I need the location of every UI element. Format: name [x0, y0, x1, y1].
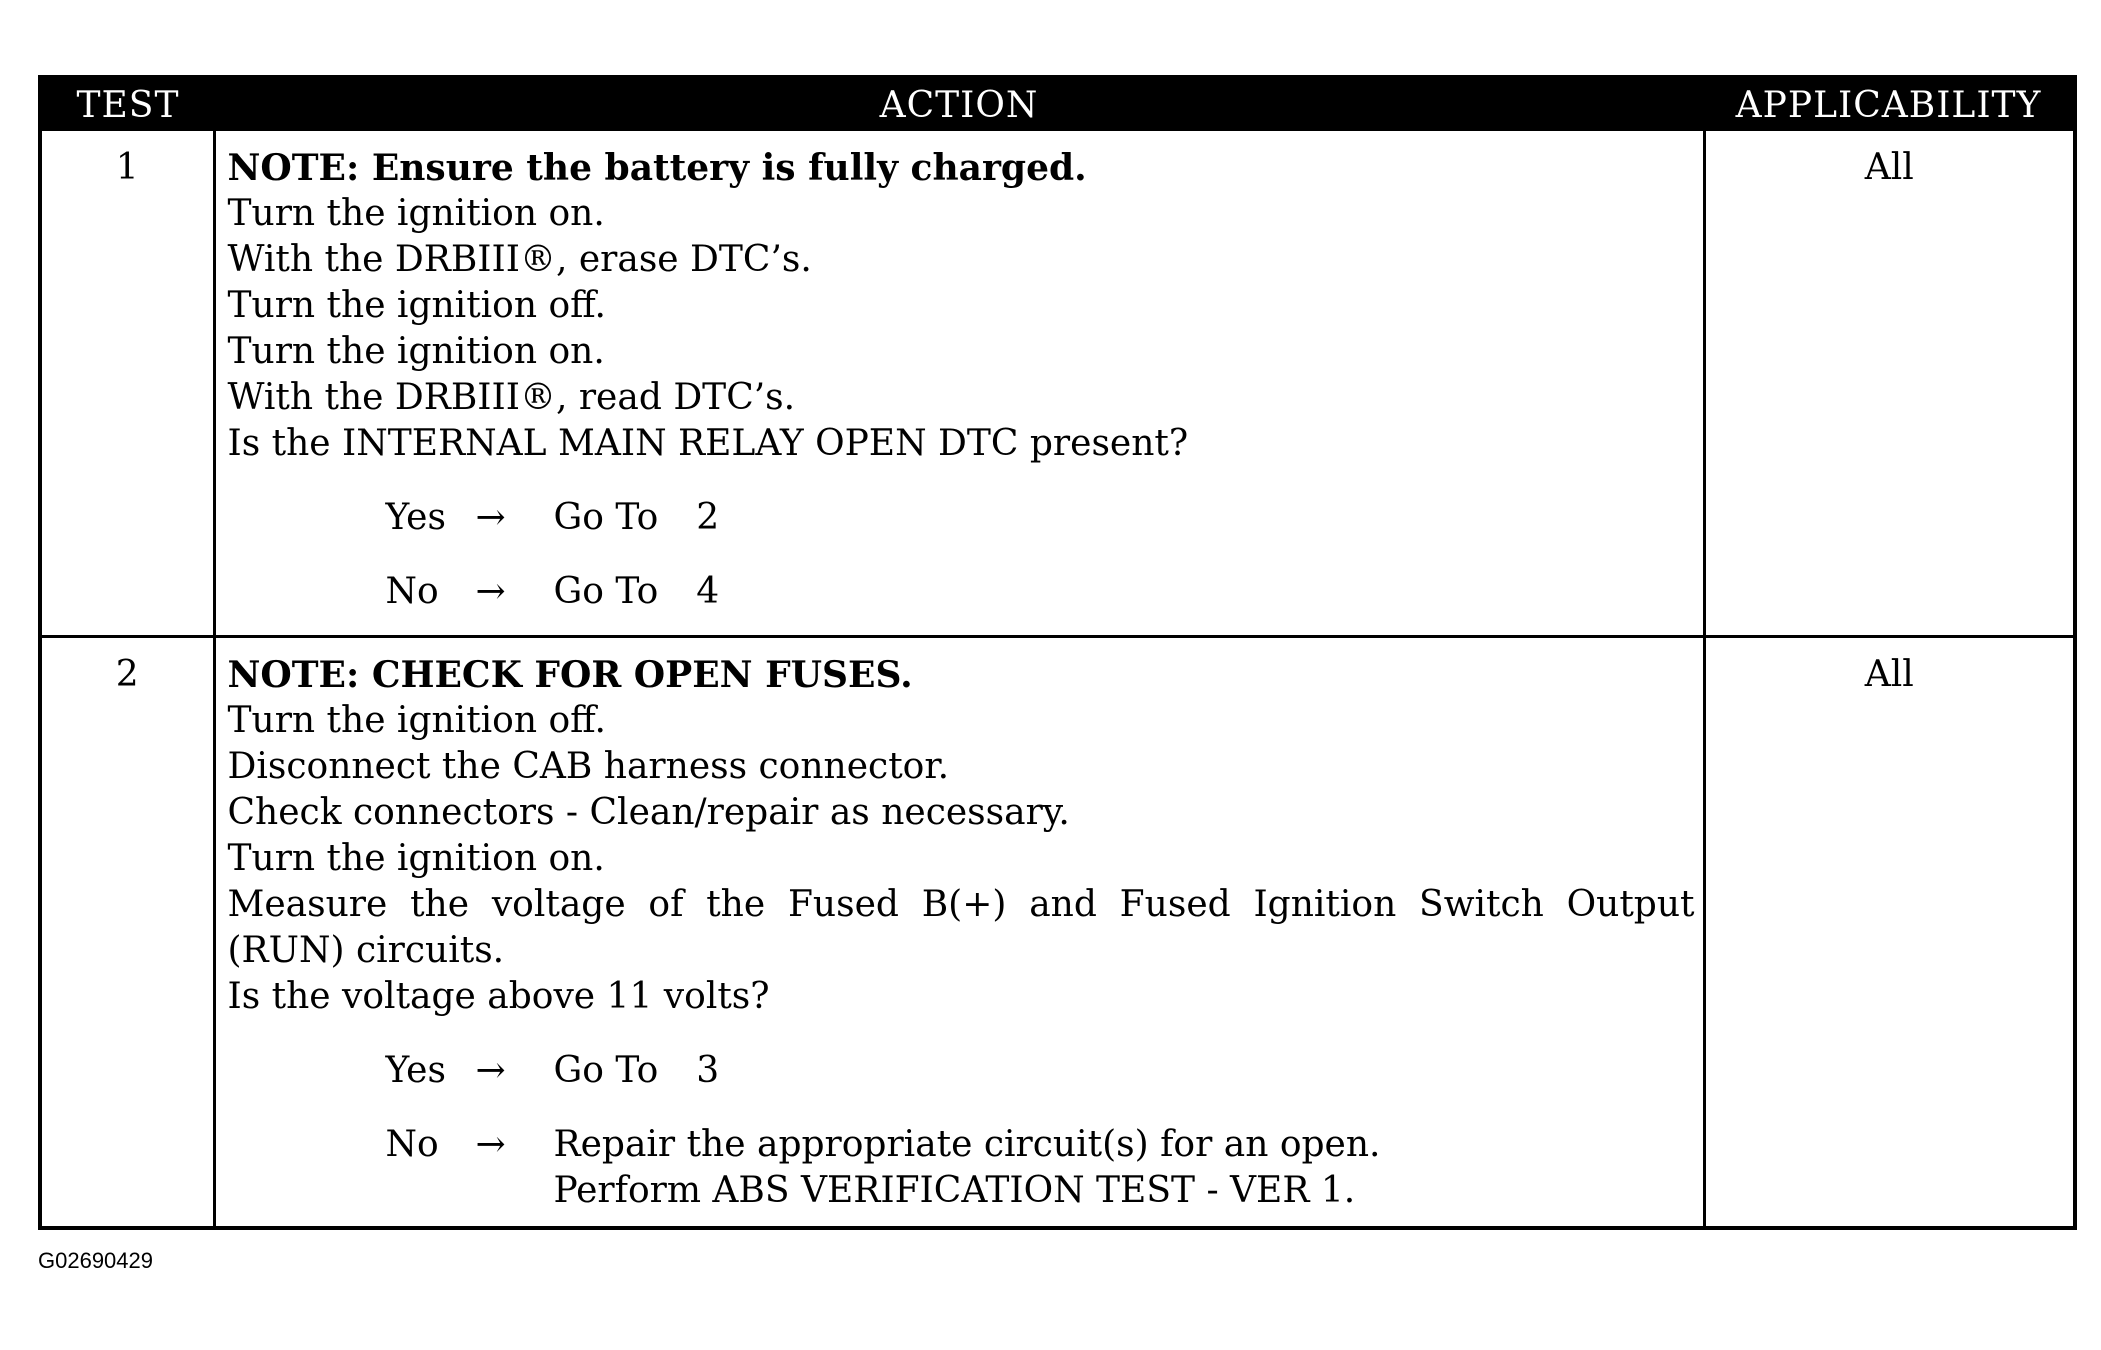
- action-step: Measure the voltage of the Fused B(+) and Fused Ignition Switch Output (RUN) circuits.: [227, 883, 1695, 971]
- branch-label: No: [385, 1123, 439, 1165]
- action-step: Check connectors - Clean/repair as necessary.: [227, 791, 1070, 833]
- table-row: [42, 636, 2073, 1226]
- branch-target: [554, 569, 1695, 615]
- goto-number: 4: [696, 571, 720, 612]
- repair-instruction: Repair the appropriate circuit(s) for an open.: [553, 1123, 1381, 1165]
- action-cell: [214, 131, 1704, 636]
- verification-instruction: Perform ABS VERIFICATION TEST - VER 1.: [553, 1169, 1356, 1211]
- action-note: NOTE: CHECK FOR OPEN FUSES.: [227, 653, 913, 696]
- branch-label: Yes: [385, 497, 446, 538]
- action-step: Turn the ignition on.: [227, 837, 605, 879]
- branch-target: [554, 1122, 1695, 1214]
- diagnostic-test-table: [38, 75, 2077, 1230]
- table-header-row: [42, 79, 2073, 131]
- action-question: Is the INTERNAL MAIN RELAY OPEN DTC present?: [227, 423, 1189, 464]
- action-step: With the DRBIII®, read DTC’s.: [227, 377, 796, 418]
- arrow-right-icon: →: [475, 1123, 506, 1165]
- action-step: With the DRBIII®, erase DTC’s.: [227, 239, 812, 280]
- test-number: 2: [42, 636, 214, 1226]
- branch-yes: [228, 495, 1695, 541]
- arrow-right-icon: →: [475, 1049, 506, 1091]
- branch-label: Yes: [385, 1049, 446, 1091]
- arrow-right-icon: →: [475, 497, 506, 538]
- action-step: Turn the ignition off.: [227, 285, 606, 326]
- branch-no: [228, 569, 1695, 615]
- applicability-value: All: [1704, 636, 2073, 1226]
- action-step: Turn the ignition on.: [227, 193, 605, 234]
- test-number: 1: [42, 131, 214, 636]
- table-row: [42, 131, 2073, 636]
- action-note: NOTE: Ensure the battery is fully charged.: [227, 147, 1087, 189]
- goto-text: Go To: [553, 571, 659, 612]
- figure-id: G02690429: [38, 1248, 153, 1273]
- action-question: Is the voltage above 11 volts?: [227, 975, 770, 1017]
- action-cell: [214, 636, 1704, 1226]
- action-step: Disconnect the CAB harness connector.: [227, 745, 950, 787]
- branch-target: [554, 495, 1695, 541]
- action-step: Turn the ignition off.: [227, 699, 606, 741]
- goto-number: 3: [696, 1049, 720, 1091]
- header-test: TEST: [42, 79, 214, 131]
- goto-number: 2: [696, 497, 720, 538]
- header-applicability: APPLICABILITY: [1704, 79, 2073, 131]
- branch-no: [228, 1122, 1695, 1214]
- branch-list: [228, 1048, 1695, 1214]
- applicability-value: All: [1704, 131, 2073, 636]
- arrow-right-icon: →: [475, 571, 506, 612]
- header-action: ACTION: [214, 79, 1704, 131]
- branch-yes: [228, 1048, 1695, 1094]
- goto-text: Go To: [553, 497, 659, 538]
- branch-list: [228, 495, 1695, 615]
- goto-text: Go To: [553, 1049, 659, 1091]
- branch-target: [554, 1048, 1695, 1094]
- branch-label: No: [385, 571, 439, 612]
- action-step: Turn the ignition on.: [227, 331, 605, 372]
